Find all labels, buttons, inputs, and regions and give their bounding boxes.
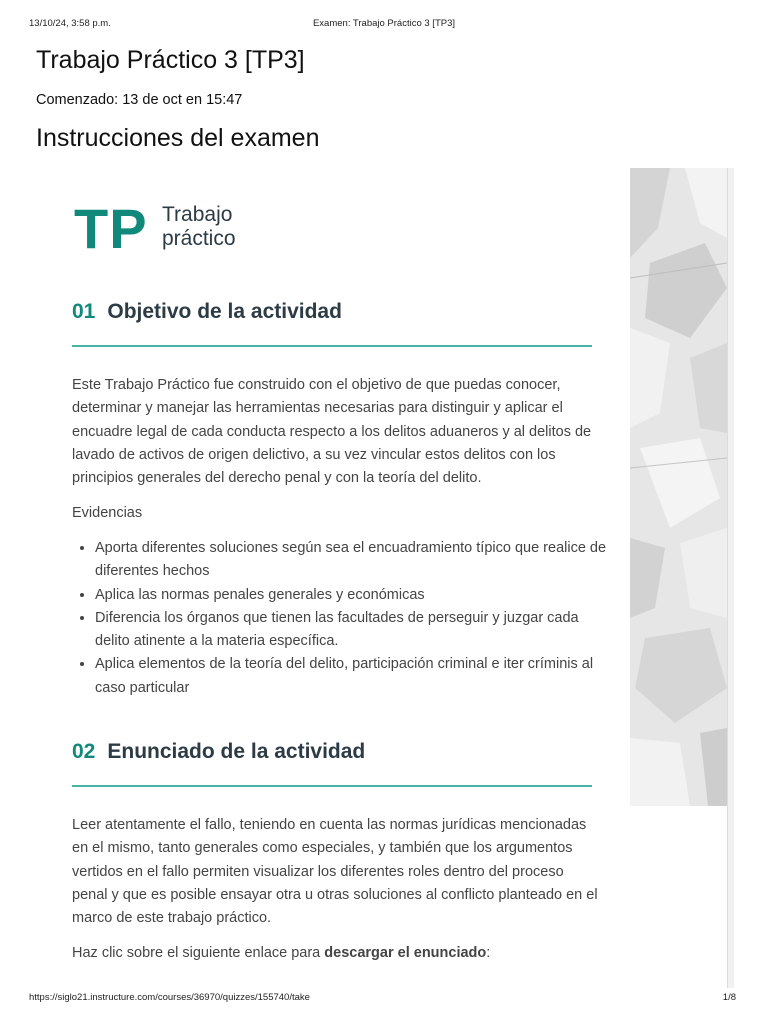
download-instruction-suffix: :	[486, 945, 491, 961]
page-url: https://siglo21.instructure.com/courses/36970/quizzes/155740/take	[29, 992, 310, 1003]
download-instruction	[72, 942, 600, 965]
section-title: Objetivo de la actividad	[107, 300, 342, 323]
list-item: • Aplica las normas penales generales y económicas	[95, 584, 615, 607]
list-item: • Diferencia los órganos que tienen las facultades de perseguir y juzgar cada delito atinente a la materia específica.	[95, 607, 615, 654]
page-scrollbar-track[interactable]	[727, 168, 734, 988]
tp-logo-word-practico: práctico	[162, 227, 236, 250]
download-instruction-text: Haz clic sobre el siguiente enlace para	[72, 945, 325, 961]
quiz-title: Trabajo Práctico 3 [TP3]	[36, 46, 305, 74]
list-item: • Aporta diferentes soluciones según sea el encuadramiento típico que realice de diferentes hechos	[95, 537, 615, 584]
tp-logo-word-trabajo: Trabajo	[162, 203, 233, 226]
list-item: • Aplica elementos de la teoría del delito, participación criminal e iter críminis al caso particular	[95, 653, 615, 700]
print-page-title: Examen: Trabajo Práctico 3 [TP3]	[312, 18, 456, 29]
section-heading-enunciado	[72, 740, 365, 764]
section-divider	[72, 785, 592, 787]
tp-logo	[74, 198, 274, 258]
section-heading-objetivo	[72, 300, 342, 324]
tp-logo-letters: TP	[74, 197, 148, 260]
evidence-list	[72, 537, 615, 700]
evidence-label: Evidencias	[72, 505, 143, 521]
print-footer	[0, 992, 768, 1006]
section-divider	[72, 345, 592, 347]
objective-paragraph: Este Trabajo Práctico fue construido con el objetivo de que puedas conocer, determinar y manejar las herramientas necesarias para distinguir y aplicar el encuadre legal de cada conducta respecto a los delitos aduaneros y al delitos de lavado de activos de origen delictivo, a su vez vincular estos delitos con los principios generales del derecho penal y con la teoría del delito.	[72, 377, 592, 487]
section-number: 01	[72, 300, 96, 323]
section-number: 02	[72, 740, 96, 763]
page-number: 1/8	[722, 992, 736, 1003]
quiz-started-time: Comenzado: 13 de oct en 15:47	[36, 92, 243, 108]
section-title: Enunciado de la actividad	[107, 740, 366, 763]
instructions-heading: Instrucciones del examen	[36, 124, 320, 152]
statement-paragraph: Leer atentamente el fallo, teniendo en cuenta las normas jurídicas mencionadas en el mismo, tanto generales como especiales, y también que los argumentos vertidos en el fallo permiten visualizar los diferentes roles dentro del proceso penal y que es posible ensayar otra u otras soluciones al conflicto planteado en el marco de este trabajo práctico.	[72, 817, 598, 927]
print-datetime: 13/10/24, 3:58 p.m.	[29, 18, 111, 29]
decorative-image	[630, 168, 727, 806]
download-statement-link[interactable]: descargar el enunciado	[324, 945, 487, 961]
print-header	[0, 18, 768, 32]
